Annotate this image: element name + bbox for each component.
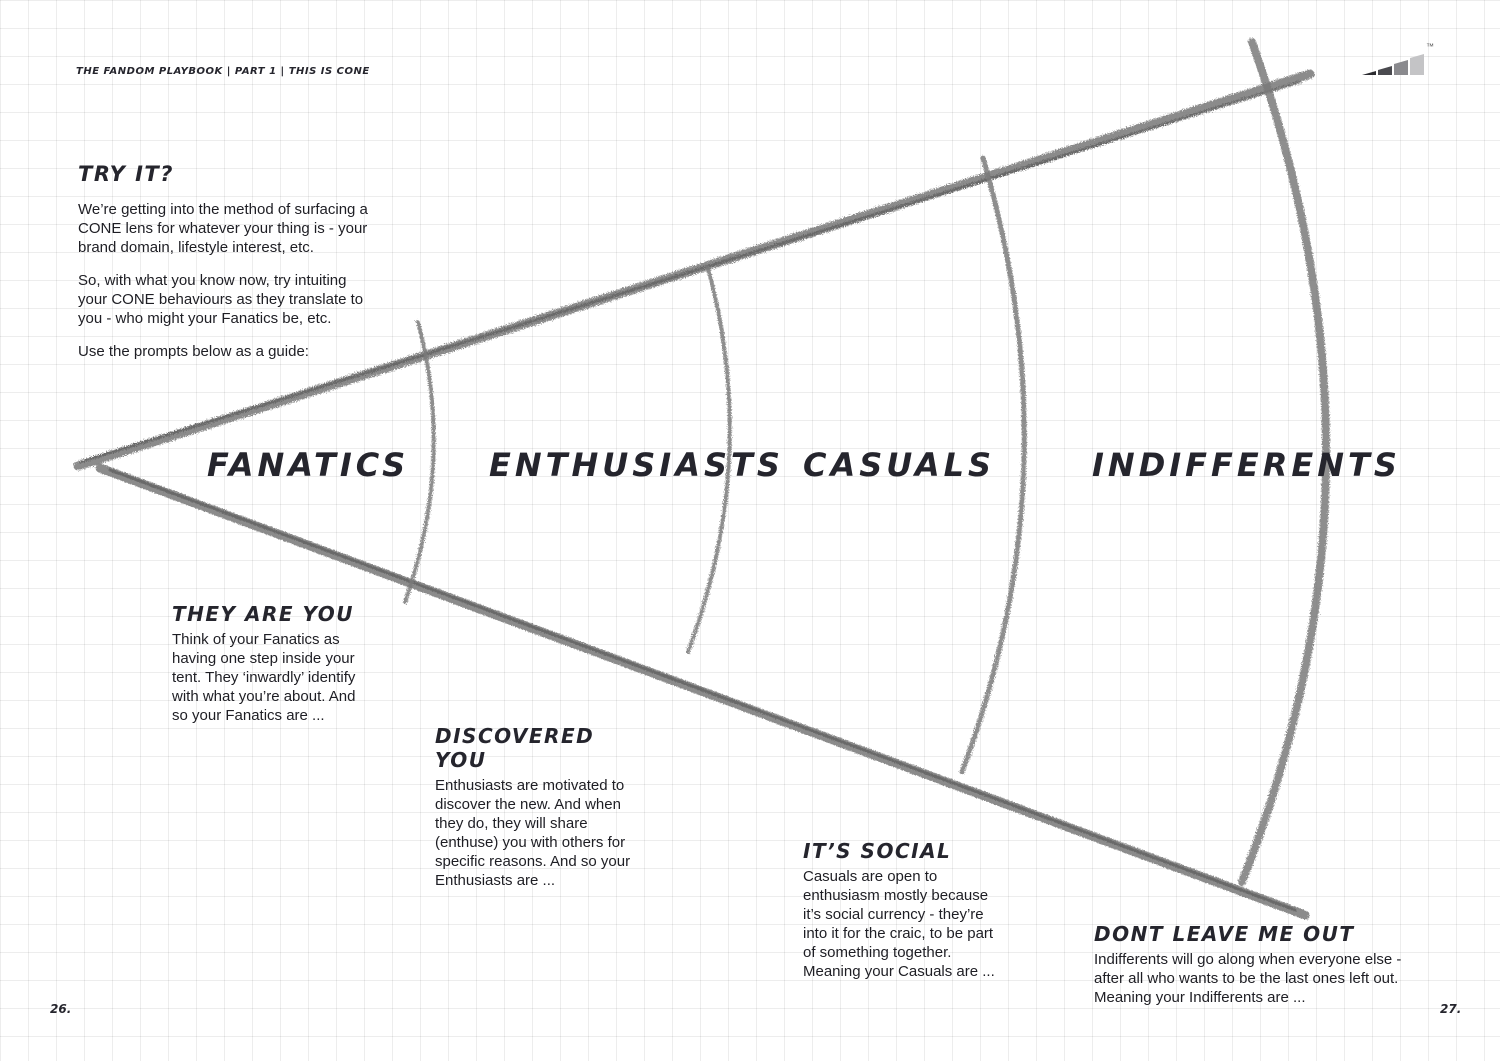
segment-label-fanatics: FANATICS xyxy=(207,446,410,484)
page-number-right: 27. xyxy=(1440,1002,1462,1016)
prompt-text: Indifferents will go along when everyone else - after all who wants to be the last ones left out. Meaning your Indifferents are ... xyxy=(1094,951,1402,1006)
segment-label-indifferents: INDIFFERENTS xyxy=(1092,446,1401,484)
intro-title: TRY IT? xyxy=(78,162,174,186)
prompt-title: IT’S SOCIAL xyxy=(803,839,952,863)
running-header: THE FANDOM PLAYBOOK | PART 1 | THIS IS CONE xyxy=(76,66,370,77)
segment-label-enthusiasts: ENTHUSIASTS xyxy=(489,446,784,484)
intro-section xyxy=(78,162,378,361)
prompt-text: Casuals are open to enthusiasm mostly because it’s social currency - they’re into it for the craic, to be part of something together. Meaning your Casuals are ... xyxy=(803,868,995,980)
prompt-title: THEY ARE YOU xyxy=(172,602,355,626)
intro-paragraph: We’re getting into the method of surfacing a CONE lens for whatever your thing is - your brand domain, lifestyle interest, etc. xyxy=(78,201,368,256)
trademark-mark: ™ xyxy=(1426,42,1434,51)
prompt-text: Think of your Fanatics as having one step inside your tent. They ‘inwardly’ identify with what you’re about. And so your Fanatics are ... xyxy=(172,631,356,724)
page-number-left: 26. xyxy=(50,1002,72,1016)
prompt-text: Enthusiasts are motivated to discover the new. And when they do, they will share (enthuse) you with others for specific reasons. And so your Enthusiasts are ... xyxy=(435,777,631,889)
prompt-casuals xyxy=(803,839,998,981)
prompt-indifferents xyxy=(1094,922,1419,1007)
prompt-fanatics xyxy=(172,602,372,725)
prompt-title: DONT LEAVE ME OUT xyxy=(1094,922,1355,946)
prompt-title: DISCOVERED YOU xyxy=(435,724,595,772)
intro-paragraph: Use the prompts below as a guide: xyxy=(78,343,309,360)
prompt-enthusiasts xyxy=(435,724,640,890)
intro-paragraph: So, with what you know now, try intuiting your CONE behaviours as they translate to you - who might your Fanatics be, etc. xyxy=(78,272,364,327)
segment-label-casuals: CASUALS xyxy=(803,446,996,484)
